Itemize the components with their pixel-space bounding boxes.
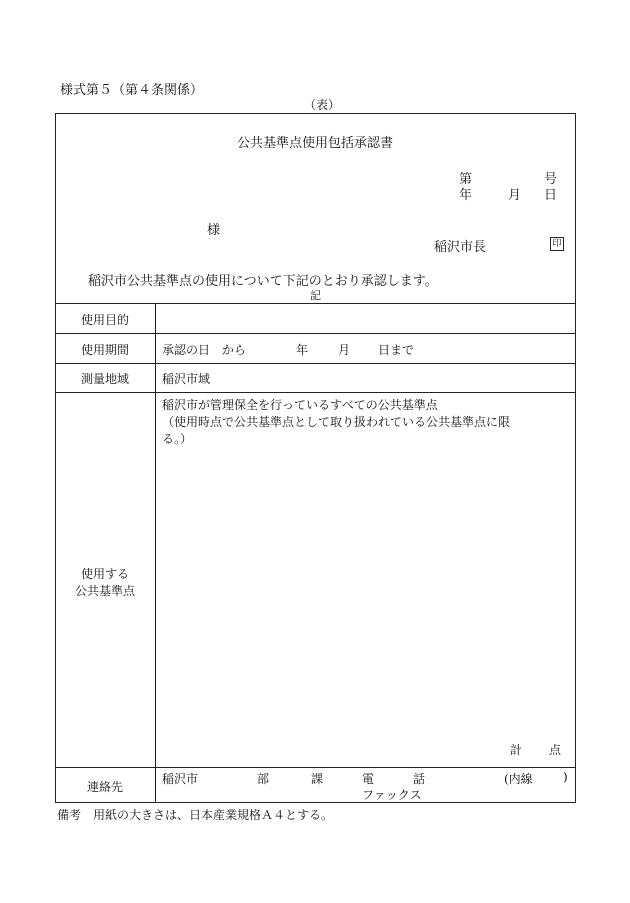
date-month: 月 xyxy=(508,188,522,203)
document-title: 公共基準点使用包括承認書 xyxy=(236,136,393,151)
column-divider xyxy=(155,303,156,803)
row-divider xyxy=(55,767,576,768)
date-year: 年 xyxy=(459,188,473,203)
points-line3: る。） xyxy=(162,432,193,446)
period-from: 承認の日 から xyxy=(162,343,247,357)
side-label: （表） xyxy=(304,98,341,112)
period-label: 使用期間 xyxy=(80,343,129,357)
points-label-line2: 公共基準点 xyxy=(74,584,135,598)
number-dai: 第 xyxy=(459,172,473,187)
period-month: 月 xyxy=(338,343,351,357)
points-label-line1: 使用する xyxy=(80,567,129,581)
points-line2: （使用時点で公共基準点として取り扱われている公共基準点に限 xyxy=(162,415,511,429)
form-frame xyxy=(55,113,576,803)
issuer: 稲沢市長 xyxy=(434,240,487,255)
contact-bu: 部 xyxy=(257,772,270,786)
recipient-suffix: 様 xyxy=(207,223,221,238)
contact-den: 電 xyxy=(362,772,375,786)
purpose-label: 使用目的 xyxy=(80,313,129,327)
remarks-note: 備考 用紙の大きさは、日本産業規格Ａ４とする。 xyxy=(57,808,334,822)
contact-fax: ファックス xyxy=(362,788,422,802)
contact-city: 稲沢市 xyxy=(162,772,199,786)
area-label: 測量地域 xyxy=(80,372,129,386)
row-divider xyxy=(55,303,576,304)
date-day: 日 xyxy=(544,188,558,203)
approval-statement: 稲沢市公共基準点の使用について下記のとおり承認します。 xyxy=(88,274,438,289)
row-divider xyxy=(55,363,576,364)
contact-naisen: (内線 xyxy=(504,772,533,786)
contact-label: 連絡先 xyxy=(86,780,123,794)
ki-label: 記 xyxy=(310,289,321,302)
points-line1: 稲沢市が管理保全を行っているすべての公共基準点 xyxy=(162,398,438,412)
number-go: 号 xyxy=(544,172,558,187)
points-total-ten: 点 xyxy=(549,743,562,757)
contact-ka: 課 xyxy=(311,772,324,786)
row-divider xyxy=(55,333,576,334)
points-total-kei: 計 xyxy=(510,743,523,757)
form-number: 様式第５（第４条関係） xyxy=(60,83,204,98)
period-until: 日まで xyxy=(378,343,415,357)
contact-wa: 話 xyxy=(413,772,426,786)
contact-naisen-close: ) xyxy=(563,770,568,784)
period-year: 年 xyxy=(296,343,309,357)
row-divider xyxy=(55,392,576,393)
seal-mark: 印 xyxy=(550,237,564,251)
area-value: 稲沢市域 xyxy=(162,372,211,386)
